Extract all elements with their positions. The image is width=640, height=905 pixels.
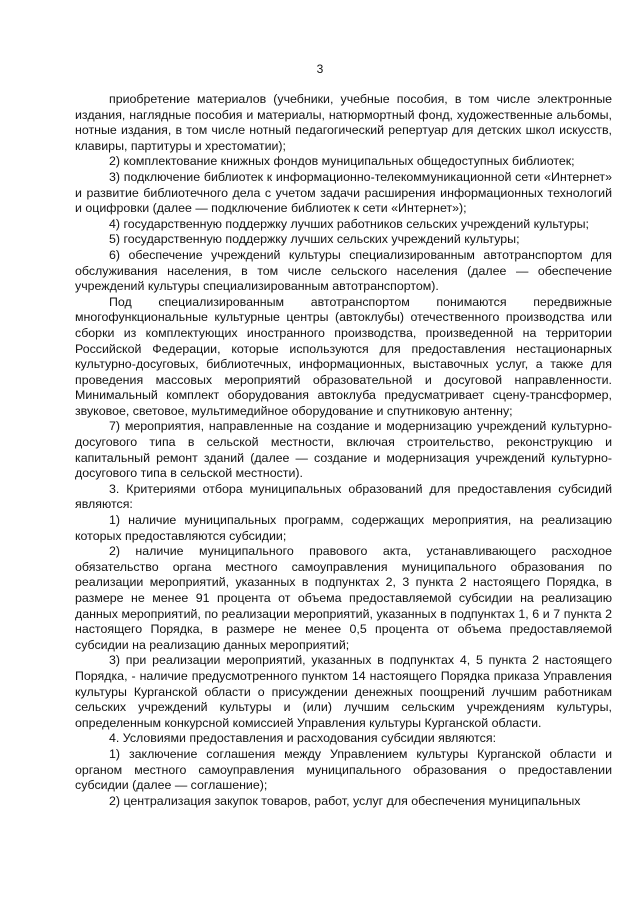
paragraph: 3. Критериями отбора муниципальных образований для предоставления субсидий являются:	[75, 481, 612, 512]
paragraph: 1) заключение соглашения между Управлением культуры Курганской области и органом местного самоуправления муниципального образования о предоставлении субсидии (далее — соглашение);	[75, 746, 612, 793]
paragraph: 2) наличие муниципального правового акта, устанавливающего расходное обязательство органа местного самоуправления муниципального образования по реализации мероприятий, указанных в подпунктах 2, 3 пункта 2 настоящего Порядка, в размере не менее 91 процента от объема предоставляемой субсидии на реализацию данных мероприятий, по реализации мероприятий, указанных в подпунктах 1, 6 и 7 пункта 2 настоящего Порядка, в размере не менее 0,5 процента от объема предоставляемой субсидии на реализацию данных мероприятий;	[75, 544, 612, 652]
paragraph: 4. Условиями предоставления и расходования субсидии являются:	[109, 731, 497, 746]
paragraph: приобретение материалов (учебники, учебные пособия, в том числе электронные издания, наглядные пособия и материалы, натюрмортный фонд, художественные альбомы, нотные издания, в том числе нотный педагогический репертуар для детских школ искусств, клавиры, партитуры и хрестоматии);	[75, 92, 612, 153]
page-number: 3	[316, 62, 324, 76]
paragraph: 3) при реализации мероприятий, указанных в подпунктах 4, 5 пункта 2 настоящего Порядка, - наличие предусмотренного пунктом 14 настоящего Порядка приказа Управления культуры Курганской области о присуждении денежных поощрений лучшим работникам сельских учреждений культуры и (или) лучшим сельским учреждениям культуры, определенным конкурсной комиссией Управления культуры Курганской области.	[75, 653, 612, 730]
paragraph: 2) централизация закупок товаров, работ, услуг для обеспечения муниципальных	[109, 793, 581, 808]
paragraph: 2) комплектование книжных фондов муниципальных общедоступных библиотек;	[109, 154, 575, 169]
document-body	[75, 92, 612, 809]
paragraph: 6) обеспечение учреждений культуры специализированным автотранспортом для обслуживания населения, в том числе сельского населения (далее — обеспечение учреждений культуры специализированным автотранспортом).	[75, 247, 612, 294]
paragraph: 4) государственную поддержку лучших работников сельских учреждений культуры;	[109, 216, 589, 231]
paragraph: Под специализированным автотранспортом понимаются передвижные многофункциональные культурные центры (автоклубы) отечественного производства или сборки из комплектующих иностранного производства, произведенной на территории Российской Федерации, которые используются для предоставления нестационарных культурно-досуговых, библиотечных, информационных, выставочных услуг, а также для проведения массовых мероприятий образовательной и досуговой направленности. Минимальный комплект оборудования автоклуба предусматривает сцену-трансформер, звуковое, световое, мультимедийное оборудование и спутниковую антенну;	[75, 294, 612, 418]
paragraph: 1) наличие муниципальных программ, содержащих мероприятия, на реализацию которых предоставляются субсидии;	[75, 513, 612, 543]
paragraph: 5) государственную поддержку лучших сельских учреждений культуры;	[109, 232, 520, 247]
paragraph: 7) мероприятия, направленные на создание и модернизацию учреждений культурно-досугового типа в сельской местности, включая строительство, реконструкцию и капитальный ремонт зданий (далее — создание и модернизация учреждений культурно-досугового типа в сельской местности).	[75, 419, 612, 481]
paragraph: 3) подключение библиотек к информационно-телекоммуникационной сети «Интернет» и развитие библиотечного дела с учетом задачи расширения информационных технологий и оцифровки (далее — подключение библиотек к сети «Интернет»);	[75, 169, 612, 216]
